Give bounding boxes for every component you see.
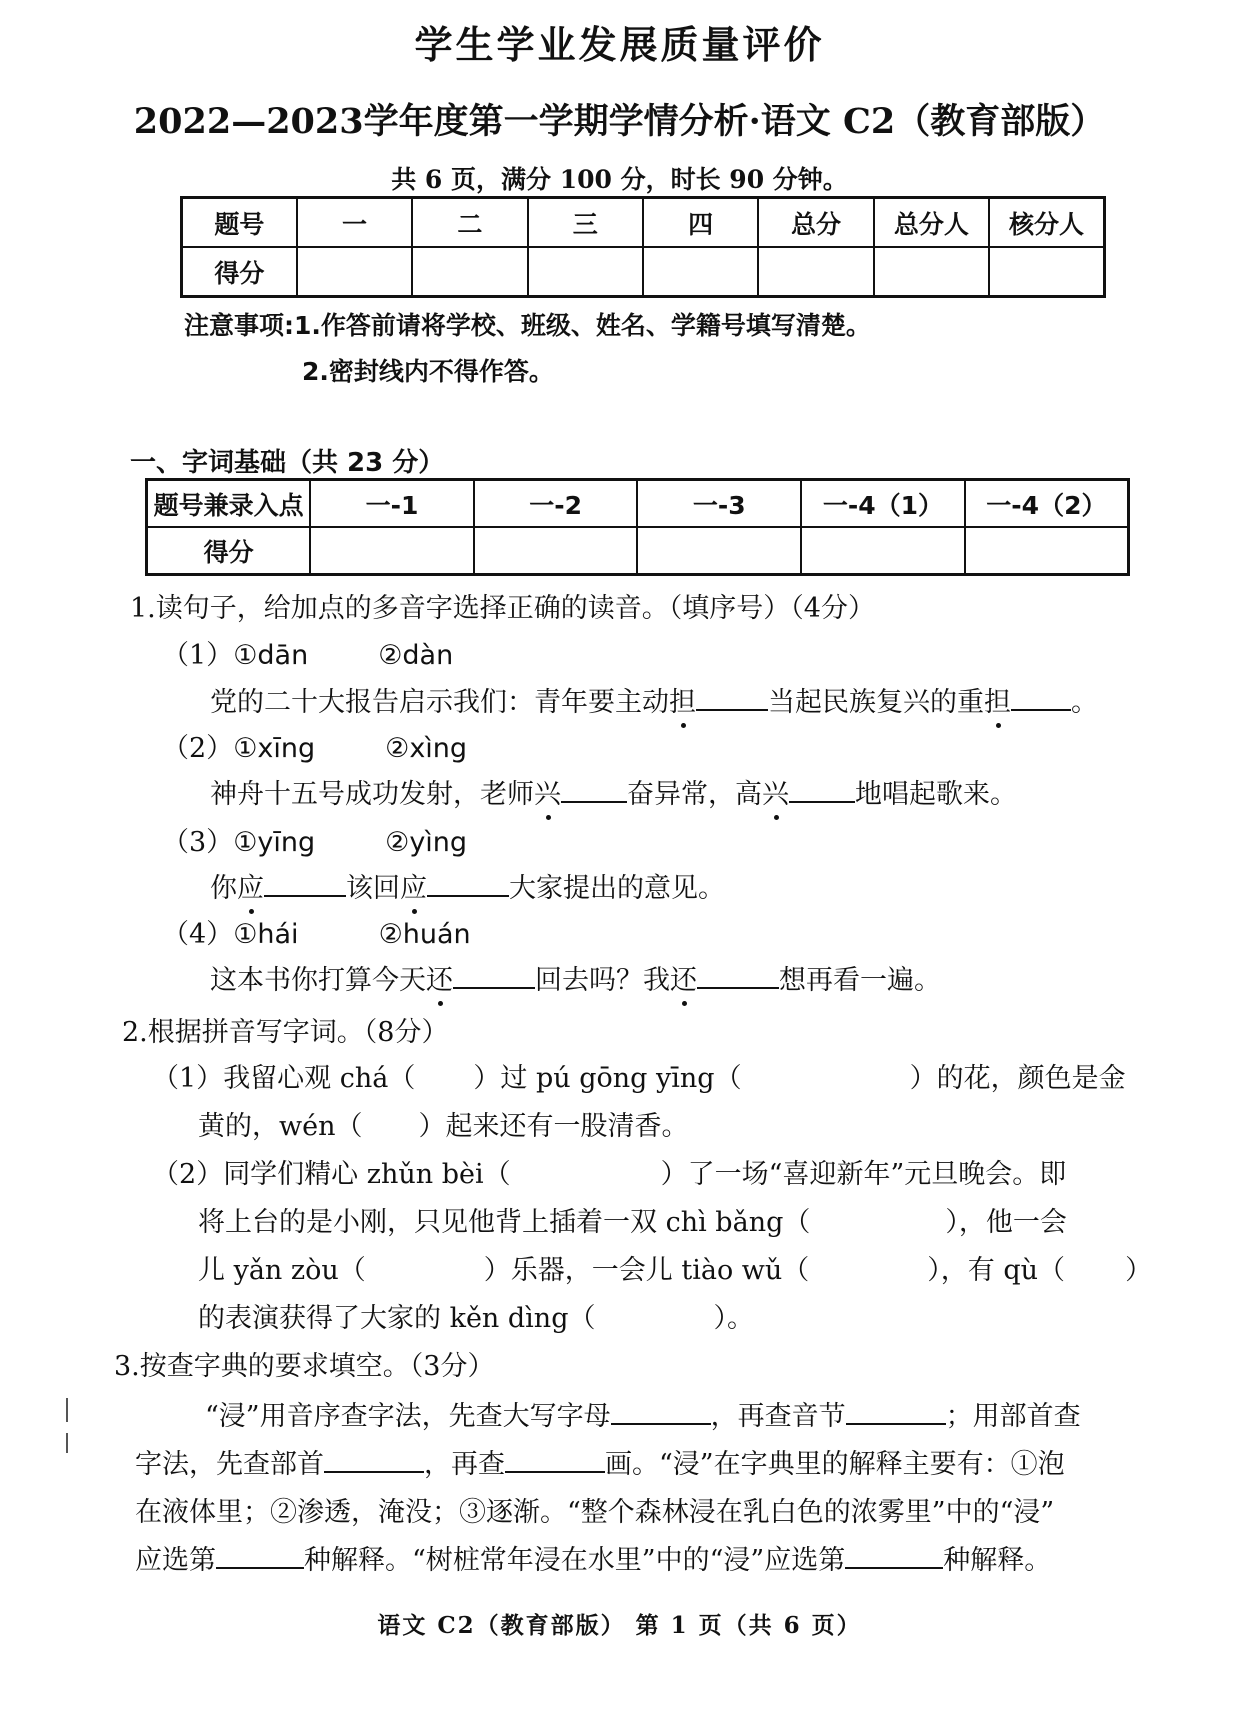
dotted-char: 兴 xyxy=(534,779,561,810)
q3-title: 3.按查字典的要求填空。（3分） xyxy=(114,1351,495,1382)
score-table-header: 总分人 xyxy=(874,198,989,248)
question-text: ）的花，颜色是金 xyxy=(909,1063,1126,1094)
score-table-header: 四 xyxy=(643,198,758,248)
answer-blank[interactable] xyxy=(427,869,509,897)
question-text: “浸”用音序查字法，先查大写字母 xyxy=(205,1401,611,1432)
question-text: 我留心观 chá（ xyxy=(223,1063,416,1094)
score-table-score-row xyxy=(182,247,1105,297)
section-table-header: 一-3 xyxy=(637,480,801,528)
question-text: 黄的，wén（ xyxy=(198,1111,363,1142)
q1-item-3-options xyxy=(162,820,467,859)
question-text: 应选第 xyxy=(135,1545,216,1576)
answer-blank[interactable] xyxy=(216,1541,304,1569)
answer-blank[interactable] xyxy=(789,775,855,803)
option-1: ①hái xyxy=(233,919,299,950)
sentence-text: 这本书你打算今天 xyxy=(210,965,426,996)
dotted-char: 还 xyxy=(670,965,697,996)
q1-item-4-options xyxy=(162,912,471,951)
sentence-text: 。 xyxy=(1071,687,1098,718)
sentence-text: 想再看一遍。 xyxy=(779,965,941,996)
notice-line-1: 注意事项:1.作答前请将学校、班级、姓名、学籍号填写清楚。 xyxy=(184,311,871,340)
page-title: 学生学业发展质量评价 xyxy=(414,22,825,67)
notice-line-2: 2.密封线内不得作答。 xyxy=(302,357,554,386)
q1-item-3-sentence xyxy=(210,866,725,905)
q2-part-2-line-2 xyxy=(198,1200,1067,1239)
section-row-label: 得分 xyxy=(147,527,311,575)
q3-line-4 xyxy=(135,1538,1051,1577)
section-score-cell[interactable] xyxy=(474,527,638,575)
score-cell[interactable] xyxy=(989,247,1104,297)
sentence-text: 你 xyxy=(210,873,237,904)
q1-item-2-sentence xyxy=(210,772,1017,811)
margin-mark xyxy=(66,1398,68,1422)
sentence-text: 党的二十大报告启示我们：青年要主动 xyxy=(210,687,669,718)
score-table xyxy=(180,196,1106,298)
q2-part-2-line-4 xyxy=(198,1296,754,1335)
score-cell[interactable] xyxy=(528,247,643,297)
score-cell[interactable] xyxy=(874,247,989,297)
dotted-char: 应 xyxy=(400,873,427,904)
answer-blank[interactable] xyxy=(1011,683,1071,711)
sentence-text: 神舟十五号成功发射，老师 xyxy=(210,779,534,810)
option-1: ①dān xyxy=(233,640,309,671)
section-table-header: 一-4（1） xyxy=(801,480,965,528)
section-1-score-table xyxy=(145,478,1130,576)
answer-blank[interactable] xyxy=(696,683,768,711)
q3-line-2 xyxy=(135,1442,1065,1481)
question-text: ；用部首查 xyxy=(945,1401,1081,1432)
score-cell[interactable] xyxy=(758,247,873,297)
q3-line-1 xyxy=(205,1394,1081,1433)
answer-blank[interactable] xyxy=(697,961,779,989)
question-text: ）。 xyxy=(713,1303,754,1334)
q1-title: 1.读句子，给加点的多音字选择正确的读音。（填序号）（4分） xyxy=(130,593,875,624)
option-2: ②yìng xyxy=(385,827,468,858)
exam-info: 共 6 页，满分 100 分，时长 90 分钟。 xyxy=(391,165,848,194)
section-score-cell[interactable] xyxy=(637,527,801,575)
section-score-cell[interactable] xyxy=(310,527,474,575)
question-text: ）起来还有一股清香。 xyxy=(418,1111,689,1142)
dotted-char: 兴 xyxy=(762,779,789,810)
answer-blank[interactable] xyxy=(453,961,535,989)
question-text: 字法，先查部首 xyxy=(135,1449,324,1480)
q1-item-2-options xyxy=(162,726,467,765)
question-text: ，再查 xyxy=(424,1449,505,1480)
answer-blank[interactable] xyxy=(561,775,627,803)
score-table-header: 二 xyxy=(412,198,527,248)
section-table-score-row xyxy=(147,527,1129,575)
question-text: ）过 pú gōng yīng（ xyxy=(473,1063,742,1094)
q3-line-3: 在液体里；②渗透，淹没；③逐渐。“整个森林浸在乳白色的浓雾里”中的“浸” xyxy=(135,1497,1055,1528)
option-2: ②dàn xyxy=(378,640,454,671)
option-1: ①xīng xyxy=(233,733,316,764)
question-text: ）了一场“喜迎新年”元旦晚会。即 xyxy=(660,1159,1067,1190)
sentence-text: 大家提出的意见。 xyxy=(509,873,725,904)
q2-part-2-line-1 xyxy=(152,1152,1066,1191)
option-1: ①yīng xyxy=(233,827,316,858)
dotted-char: 担 xyxy=(669,687,696,718)
answer-blank[interactable] xyxy=(505,1445,605,1473)
q2-part-1-line-2 xyxy=(198,1104,688,1143)
question-text: 将上台的是小刚，只见他背上插着一双 chì bǎng（ xyxy=(198,1207,811,1238)
question-text: 种解释。“树桩常年浸在水里”中的“浸”应选第 xyxy=(304,1545,846,1576)
question-text: ），他一会 xyxy=(945,1207,1067,1238)
q2-part-1-line-1 xyxy=(152,1056,1126,1095)
item-label: （2） xyxy=(152,1159,224,1190)
answer-blank[interactable] xyxy=(324,1445,424,1473)
q1-item-4-sentence xyxy=(210,958,941,997)
score-row-label: 得分 xyxy=(182,247,297,297)
section-table-header: 一-2 xyxy=(474,480,638,528)
question-text: 儿 yǎn zòu（ xyxy=(198,1255,366,1286)
sentence-text: 奋异常，高 xyxy=(627,779,762,810)
section-score-cell[interactable] xyxy=(801,527,965,575)
score-cell[interactable] xyxy=(643,247,758,297)
dotted-char: 应 xyxy=(237,873,264,904)
score-table-header-row xyxy=(182,198,1105,248)
section-1-title: 一、字词基础（共 23 分） xyxy=(130,448,445,478)
q1-item-1-options xyxy=(162,633,453,672)
section-table-header: 题号兼录入点 xyxy=(147,480,311,528)
score-cell[interactable] xyxy=(412,247,527,297)
q2-title: 2.根据拼音写字词。（8分） xyxy=(122,1017,449,1048)
q1-item-1-sentence xyxy=(210,680,1098,719)
dotted-char: 还 xyxy=(426,965,453,996)
page-footer: 语文 C2（教育部版） 第 1 页（共 6 页） xyxy=(377,1612,862,1639)
score-table-header: 一 xyxy=(297,198,412,248)
question-text: 种解释。 xyxy=(943,1545,1052,1576)
sentence-text: 当起民族复兴的重 xyxy=(768,687,984,718)
section-table-header-row xyxy=(147,480,1129,528)
question-text: ）乐器，一会儿 tiào wǔ（ xyxy=(483,1255,810,1286)
question-text: ），有 qù（ xyxy=(927,1255,1066,1286)
item-label: （1） xyxy=(162,640,234,671)
question-text: ） xyxy=(1125,1255,1153,1286)
q2-part-2-line-3 xyxy=(198,1248,1152,1287)
section-score-cell[interactable] xyxy=(965,527,1129,575)
margin-mark xyxy=(66,1433,68,1453)
option-2: ②xìng xyxy=(385,733,468,764)
dotted-char: 担 xyxy=(984,687,1011,718)
answer-blank[interactable] xyxy=(264,869,346,897)
sentence-text: 地唱起歌来。 xyxy=(855,779,1017,810)
sentence-text: 该回 xyxy=(346,873,400,904)
item-label: （1） xyxy=(152,1063,224,1094)
score-table-header: 三 xyxy=(528,198,643,248)
score-table-header: 核分人 xyxy=(989,198,1104,248)
score-table-header: 总分 xyxy=(758,198,873,248)
exam-subtitle: 2022—2023学年度第一学期学情分析·语文 C2（教育部版） xyxy=(133,101,1106,142)
item-label: （2） xyxy=(162,733,234,764)
score-cell[interactable] xyxy=(297,247,412,297)
answer-blank[interactable] xyxy=(611,1397,711,1425)
answer-blank[interactable] xyxy=(846,1397,946,1425)
section-table-header: 一-1 xyxy=(310,480,474,528)
question-text: 的表演获得了大家的 kěn dìng（ xyxy=(198,1303,596,1334)
item-label: （3） xyxy=(162,827,234,858)
answer-blank[interactable] xyxy=(845,1541,943,1569)
item-label: （4） xyxy=(162,919,234,950)
option-2: ②huán xyxy=(378,919,471,950)
question-text: 画。“浸”在字典里的解释主要有：①泡 xyxy=(605,1449,1065,1480)
question-text: 同学们精心 zhǔn bèi（ xyxy=(223,1159,511,1190)
question-text: ，再查音节 xyxy=(710,1401,846,1432)
sentence-text: 回去吗？我 xyxy=(535,965,670,996)
section-table-header: 一-4（2） xyxy=(965,480,1129,528)
score-table-header: 题号 xyxy=(182,198,297,248)
